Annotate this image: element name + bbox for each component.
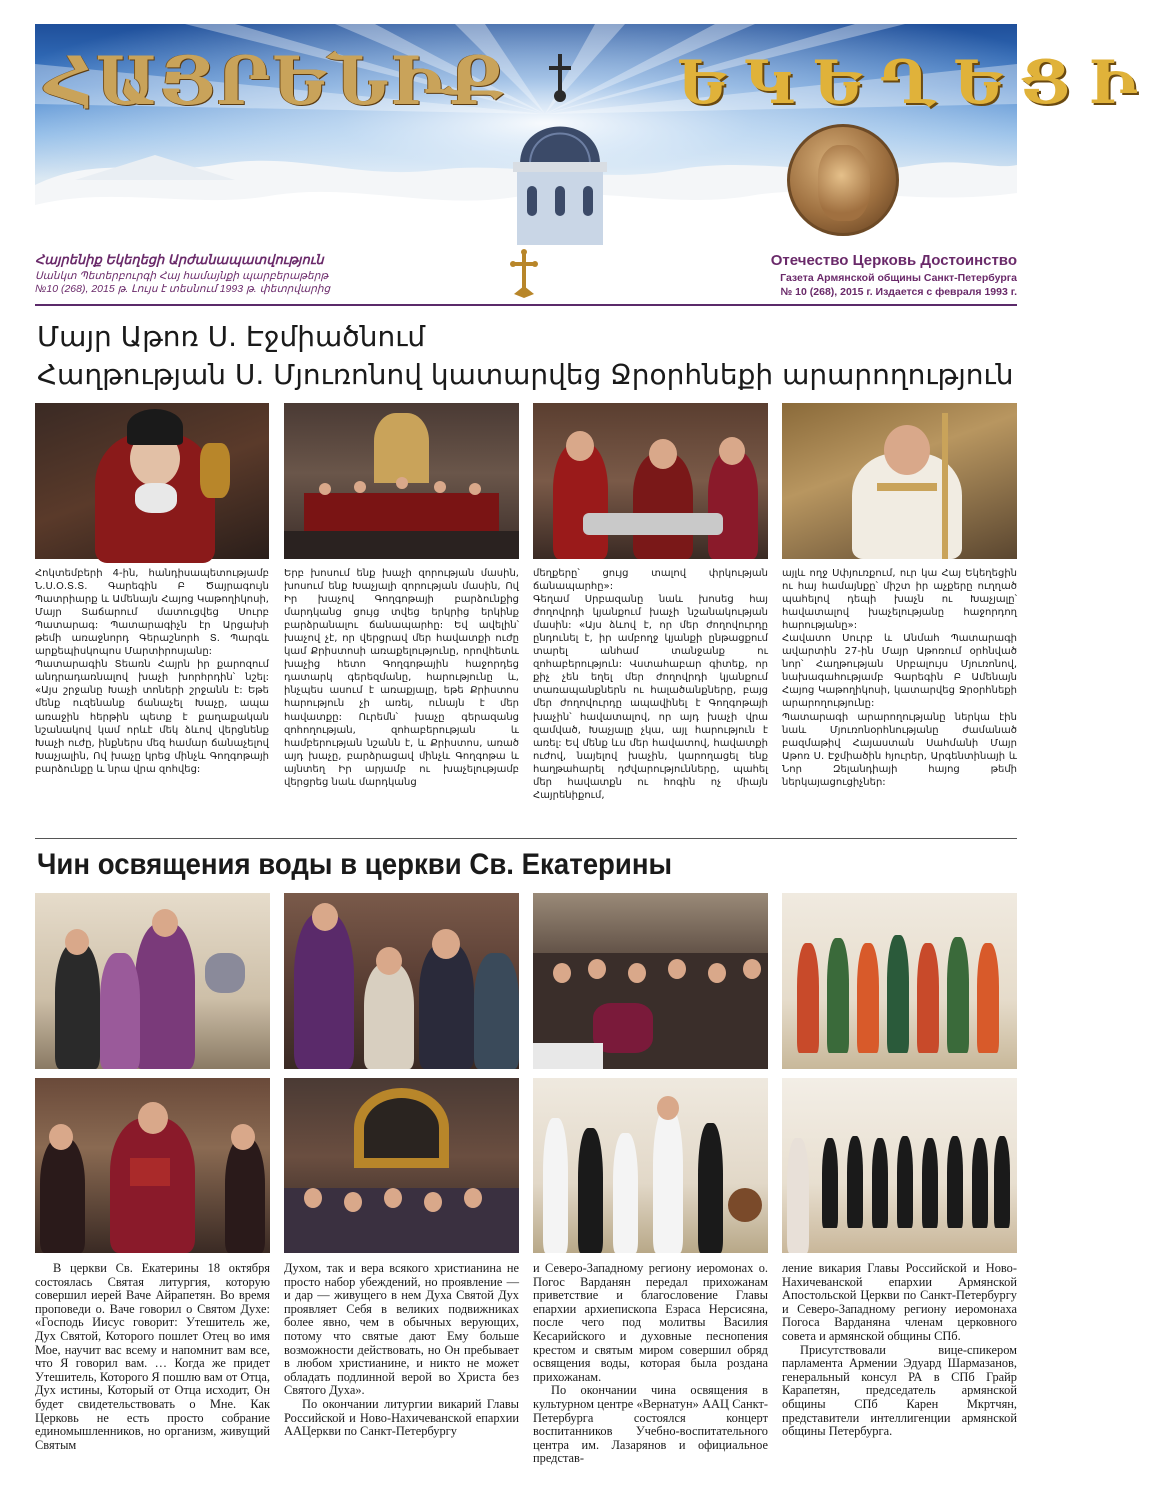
article2-c2-p2: По окончании литургии викарий Главы Российской и Ново-Нахичеванской епархии ААЦеркви по Санкт-Петербургу xyxy=(284,1396,519,1439)
medal-icon xyxy=(787,124,899,236)
article2-column-4 xyxy=(782,1262,1017,1462)
masthead-issue-ru: № 10 (268), 2015 г. Издается с февраля 1993 г. xyxy=(780,286,1017,298)
article2-column-2 xyxy=(284,1262,519,1462)
masthead-banner xyxy=(35,24,1155,245)
banner-title-left: ՀԱՅՐԵՆԻՔ xyxy=(45,42,507,120)
photo-altar xyxy=(284,403,519,559)
article2-c1-p1: В церкви Св. Екатерины 18 октября состоялась Святая литургия, которую совершил иерей Ваче Айрапетян. Во время проповеди о. Ваче говорил о Святом Духе: «Господь Иисус говорит: Утешитель же, Дух Святой, Которого пошлет Отец во имя Мое, научит вас всему и напомнит вам все, что Я говорил вам. … Когда же придет Утешитель, Которого Я пошлю вам от Отца, Дух истины, Который от Отца исходит, Он будет свидетельствовать о Мне. Как Церковь не есть просто собрание единомышленников, но организм, живущий Святым xyxy=(35,1261,270,1452)
masthead-issue-hy: №10 (268), 2015 թ. Լույս է տեսնում 1993 թ. փետրվարից xyxy=(35,283,331,295)
church-dome-icon xyxy=(505,54,615,245)
article1-c2-p1: Երբ խոսում ենք խաչի զորության մասին, խոսում ենք Խաչյալի զորության մասին, Ով Իր խաչով Գողգոթայի բարձունքից մարդկանց ցույց տվեց երկրից երկինք բարձրանալու ճանապարհը: Եվ ավելին՝ խաչով չէ, որ վերցրավ մեր հավատքի ուժը կամ Քրիստոսի առաքելությունը, որովհետև խաչից հետո Գողգոթային հաջորդեց դատարկ գերեզմանը, հարությունը և, ինչպես ասում է առաքյալը, եթե Քրիստոս հարություն չի առել, ունայն է մեր հավատքը: Ուրեմն՝ խաչը գերազանց զոհողության, զոհաբերության և համբերության նշանն է, և Քրիստոս, առած այդ խաչը, բարձրացավ մինչև Գողգոթա և այնտեղ Իր արյամբ ու խաչելությամբ վերցրեց նաև մարդկանց xyxy=(284,568,519,788)
article1-c1-p1: Հոկտեմբերի 4-ին, հանդիսապետությամբ Ն.Ս.Օ.Տ.Տ. Գարեգին Բ Ծայրագույն Պատրիարք և Ամենայն Հայոց Կաթողիկոսի, Մայր Տաճարում մատուցվեց Սուրբ Պատարագ: Պատարագիչն էր Արցախի թեմի առաջնորդ Գերաշնորհ Տ. Պարգև արքեպիսկոպոս Մարտիրոսյանը: xyxy=(35,568,269,658)
photo-dancers xyxy=(782,893,1017,1069)
article2-c3-p2: По окончании чина освящения в культурном центре «Вернатун» ААЦ Санкт-Петербурга состоялся концерт воспитанников Учебно-воспитательного центра им. Лазарянов и официальное представ- xyxy=(533,1383,768,1466)
masthead-right xyxy=(657,252,1017,298)
article1-c1-p2: Պատարագին Տեառն Հայրն իր քարոզում անդրադառնալով խաչի խորհրդին՝ նշել: «Այս շրջանը Խաչի տոների շրջանն է: Եթե մենք ուզենանք ճանաչել Խաչը, ապա առաջին հերթին պետք է քաղաքական նշանակով կամ որևէ մեկ ձևով վերցնենք Խաչի ուժը, ինքներս մեզ համար ճանաչելով Խաչյալին, Ով խաչը կրեց մինչև Գողգոթայի բարձունքը և նրա վրա զոհվեց: xyxy=(35,659,269,775)
article1-c3-p2: Գեղամ Սրբազանը նաև խոսեց հայ ժողովրդի կյանքում խաչի նշանակության մասին: «Այս ձևով է, որ մեր ժողովուրդը ընդունել է, իր ամբողջ կյանքի ընթացքում տարել անհամ տանջանք ու զոհաբերություն: Վստահաբար գիտեք, որ քիչ չեն եղել մեր ժողովրդի կյանքում տառապանքներն ու հալածանքները, բայց մեր ժողովուրդը ապավինել է Գողգոթայի խաչին՝ հավատալով, որ այդ խաչի վրա զամված, Խաչյալը չկա, այլ հարություն է առել: Եվ մենք ևս մեր հավատով, հավատքի ուժով, նայելով խաչին, կարողացել ենք հաղթահարել դժվարությունները, պահել մեր հավատքն ու հոգին ոչ միայն Հայրենիքում, xyxy=(533,594,768,801)
photo-priest-reading xyxy=(35,1078,270,1253)
photo-choir xyxy=(782,1078,1017,1253)
masthead-left xyxy=(35,252,435,295)
article1-c4-p2: Հավատո Սուրբ և Անմահ Պատարագի ավարտին 27-ին Մայր Աթոռում օրհնված նոր՝ Հաղթության Սրբալույս Մյուռոնով, նախագահությամբ Գարեգին Բ Ամենայն Հայոց Կաթողիկոսի, կատարվեց Ջրօրհնեքի արարողությունը: xyxy=(782,633,1017,710)
article1-c3-p1: մեղքերը՝ ցույց տալով փրկության ճանապարհը»: xyxy=(533,568,768,593)
article2-c4-p2: Присутствовали вице-спикером парламента Армении Эдуард Шармазанов, генеральный консул РА в СПб Грайр Карапетян, председатель армянской общины СПб Карен Мкртчян, представители интеллигенции армянской общины Петербурга. xyxy=(782,1342,1017,1439)
photo-bishop xyxy=(782,403,1017,559)
cross-icon xyxy=(509,248,539,300)
article1-c4-p3: Պատարագի արարողությանը ներկա էին նաև Մյուռոնօրհնությանը ժամանած բազմաթիվ Հայաստան Սահմանի Մայր Աթոռ Ս. Էջմիածին հյուրեր, Արգենտինայի և Նոր Զելանդիայի հայոց թեմի ներկայացուցիչներ: xyxy=(782,711,1017,788)
article1-headline-line1: Մայր Աթոռ Ս. Էջմիածնում xyxy=(37,320,426,353)
article1-column-3 xyxy=(533,567,768,829)
article2-c4-p1: ление викария Главы Российской и Ново-Нахичеванской епархии Армянской Апостольской Церкви по Санкт-Петербургу и Северо-Западному региону иеромонаха Погоса Варданяна членам церковного совета и армянской общины СПб. xyxy=(782,1261,1017,1343)
photo-parishioners xyxy=(284,893,519,1069)
photo-audience xyxy=(533,893,768,1069)
photo-water-blessing xyxy=(35,893,270,1069)
article2-column-3 xyxy=(533,1261,768,1466)
article1-column-2 xyxy=(284,567,519,829)
article2-column-1 xyxy=(35,1262,270,1462)
article2-c3-p1: и Северо-Западному региону иеромонах о. Погос Варданян передал прихожанам приветствие и благословение Главы епархии архиепископа Езраса Нерсисяна, после чего под молитвы Василия Кесарийского и духовные песнопения крестом и святым миром совершил обряд освящения воды, которая была роздана прихожанам. xyxy=(533,1261,768,1384)
photo-musicians xyxy=(533,1078,768,1253)
photo-church-congregation xyxy=(284,1078,519,1253)
masthead-motto-hy: Հայրենիք Եկեղեցի Արժանապատվություն xyxy=(35,252,324,267)
article2-headline: Чин освящения воды в церкви Св. Екатерины xyxy=(37,848,673,881)
masthead-subtitle-ru: Газета Армянской общины Санкт-Петербурга xyxy=(780,272,1017,284)
article1-c4-p1: այլև ողջ Սփյուռքում, ուր կա Հայ Եկեղեցին ու հայ համայնքը՝ միշտ իր աչքերը ուղղած պահելով դեպի խաչն ու Խաչյալը՝ հավատալով խաչելությանը հաջորդող հարությանը»: xyxy=(782,568,1017,632)
masthead-motto-ru: Отечество Церковь Достоинство xyxy=(770,252,1017,269)
masthead-subtitle-hy: Սանկտ Պետերբուրգի Հայ համայնքի պարբերաթերթ xyxy=(35,270,329,282)
article1-headline-line2: Հաղթության Ս. Մյուռոնով կատարվեց Ջրօրհնեքի արարողություն xyxy=(37,358,1014,391)
banner-title-right: ԵԿԵՂԵՑԻ xyxy=(677,48,1155,118)
photo-catholicos xyxy=(35,403,269,559)
masthead-rule xyxy=(35,304,1017,306)
article1-headline xyxy=(37,318,1017,394)
article1-column-4 xyxy=(782,567,1017,829)
article1-column-1 xyxy=(35,567,269,829)
article-separator xyxy=(35,838,1017,839)
photo-clergy xyxy=(533,403,768,559)
article2-c2-p1: Духом, так и вера всякого христианина не просто набор убеждений, но проявление — и дар — живущего в нем Духа Святой Дух проявляет Себя в великих подвижниках более явно, чем в обычных верующих, потому что святые дают Ему больше возможности действовать, но Он пребывает в любом христианине, и никто не может обладать подлинной верой во Христа без Святого Духа». xyxy=(284,1261,519,1398)
